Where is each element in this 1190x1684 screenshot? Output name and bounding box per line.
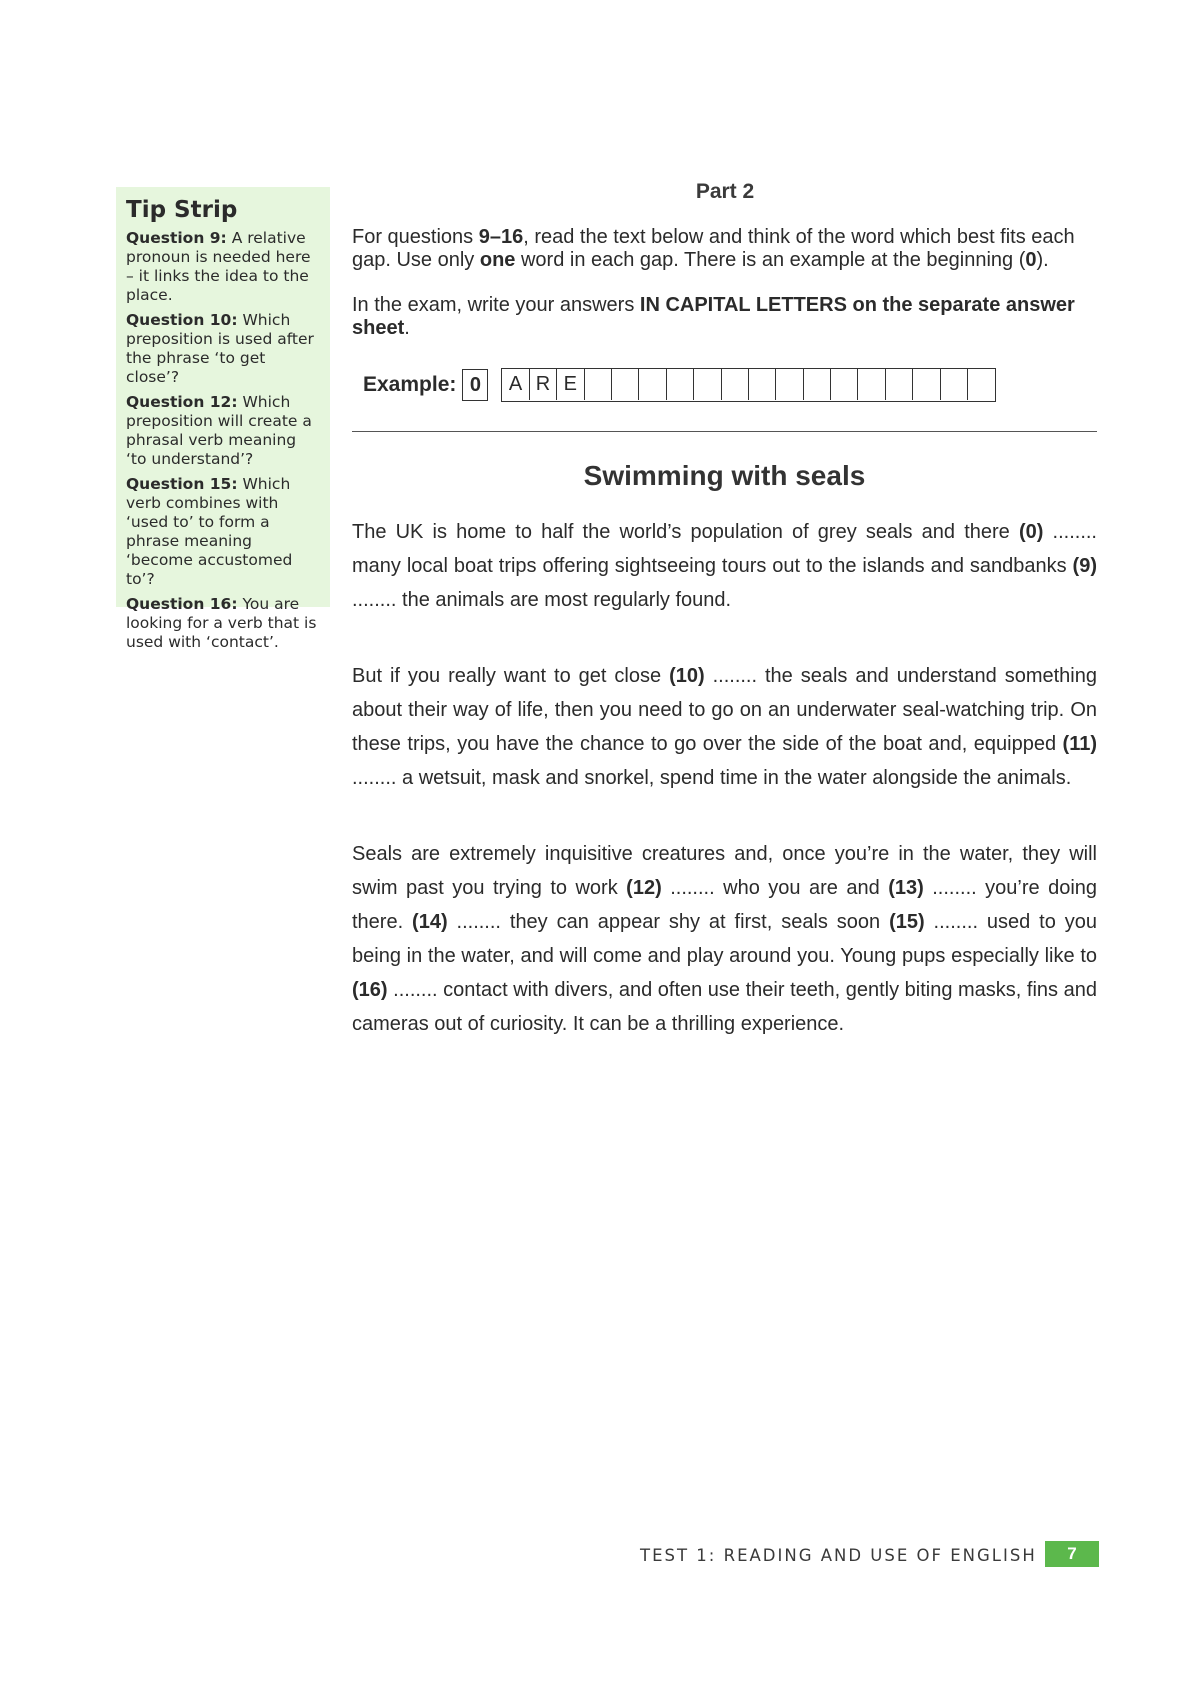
article-text: ........ who you are and: [661, 877, 889, 899]
answer-letter-box: [968, 369, 995, 400]
answer-letter-box: [941, 369, 968, 400]
answer-letter-box: [886, 369, 913, 400]
article-paragraph-3: [352, 837, 1097, 1041]
instruction-text: ).: [1036, 249, 1049, 271]
article-paragraph-2: [352, 659, 1097, 795]
instruction-emphasis: one: [479, 249, 516, 271]
article-text: The UK is home to half the world’s population of grey seals and there: [352, 521, 1019, 543]
divider-line: [352, 431, 1097, 432]
gap-number: (15): [889, 911, 925, 933]
tip-item: [126, 311, 320, 387]
footer-test-label: TEST 1: READING AND USE OF ENGLISH: [640, 1546, 1037, 1565]
tip-question-label: Question 12:: [126, 393, 238, 411]
example-label: Example:: [363, 373, 457, 396]
tip-text: A relative pronoun is needed here – it links the idea to the place.: [126, 229, 311, 304]
article-title: Swimming with seals: [583, 460, 866, 491]
instruction-text: word in each gap. There is an example at the beginning (: [515, 249, 1026, 271]
tip-item: [126, 229, 320, 305]
tip-question-label: Question 9:: [126, 229, 227, 247]
article-text: ........ the animals are most regularly found.: [352, 589, 732, 611]
answer-letter-boxes: [501, 368, 996, 402]
gap-number: (16): [352, 979, 388, 1001]
tip-text: Which verb combines with ‘used to’ to form a phrase meaning ‘become accustomed to’?: [126, 475, 293, 588]
gap-number: (11): [1062, 733, 1097, 755]
article-text: Seals are extremely inquisitive creatures and, once you’re in the water, they will swim past you trying to work: [352, 843, 1097, 899]
article-text: ........ a wetsuit, mask and snorkel, spend time in the water alongside the animals.: [352, 767, 1072, 789]
gap-number: (0): [1018, 521, 1044, 543]
tip-question-label: Question 15:: [126, 475, 238, 493]
article-text: ........ many local boat trips offering sightseeing tours out to the islands and sandbanks: [352, 521, 1097, 577]
answer-letter-box: [913, 369, 940, 400]
instructions-paragraph-2: [352, 294, 1097, 340]
article-paragraph-1: [352, 515, 1097, 617]
answer-letter-box: [639, 369, 666, 400]
instruction-text: In the exam, write your answers: [352, 294, 640, 316]
page-number-badge: 7: [1045, 1541, 1099, 1567]
tip-item: [126, 393, 320, 469]
gap-number: (12): [626, 877, 662, 899]
answer-letter-box: A: [502, 369, 529, 400]
tip-strip: [116, 187, 330, 651]
instructions-paragraph-1: [352, 226, 1097, 272]
article-text: ........ you’re doing there.: [352, 877, 1098, 933]
article-text: ........ they can appear shy at first, seals soon: [447, 911, 890, 933]
answer-letter-box: [694, 369, 721, 400]
instruction-text: For questions: [352, 226, 479, 248]
article-text: ........ used to you being in the water, and will come and play around you. Young pups especially like to: [352, 911, 1097, 967]
tip-item: [126, 475, 320, 589]
part-title: Part 2: [695, 180, 755, 203]
answer-letter-box: [667, 369, 694, 400]
answer-letter-box: [831, 369, 858, 400]
tip-strip-title: Tip Strip: [126, 197, 238, 223]
tip-question-label: Question 10:: [126, 311, 238, 329]
answer-letter-box: [612, 369, 639, 400]
answer-letter-box: [585, 369, 612, 400]
instruction-emphasis: IN CAPITAL LETTERS on the separate answer sheet: [352, 294, 1075, 339]
instruction-emphasis: 0: [1025, 249, 1037, 271]
article-text: But if you really want to get close: [352, 665, 670, 687]
article-text: ........ contact with divers, and often use their teeth, gently biting masks, fins and cameras out of curiosity. It can be a thrilling experience.: [352, 979, 1097, 1035]
answer-letter-box: [749, 369, 776, 400]
example-row: [363, 367, 996, 403]
tip-item: [126, 595, 320, 652]
answer-letter-box: [776, 369, 803, 400]
answer-letter-box: [858, 369, 885, 400]
answer-letter-box: [804, 369, 831, 400]
answer-letter-box: R: [530, 369, 557, 400]
instruction-text: .: [404, 317, 410, 339]
answer-letter-box: [722, 369, 749, 400]
tip-text: Which preposition is used after the phrase ‘to get close’?: [126, 311, 314, 386]
tip-question-label: Question 16:: [126, 595, 238, 613]
gap-number: (9): [1072, 555, 1097, 577]
instruction-text: , read the text below and think of the word which best fits each gap. Use only: [352, 226, 1075, 271]
example-number-box: 0: [462, 369, 488, 401]
gap-number: (14): [412, 911, 448, 933]
tip-text: You are looking for a verb that is used with ‘contact’.: [126, 595, 317, 651]
gap-number: (10): [669, 665, 705, 687]
question-range: 9–16: [478, 226, 524, 248]
answer-letter-box: E: [557, 369, 584, 400]
tip-text: Which preposition will create a phrasal verb meaning ‘to understand’?: [126, 393, 312, 468]
article-text: ........ the seals and understand something about their way of life, then you need to go on an underwater seal-watching trip. On these trips, you have the chance to go over the side of the boat and, equipped: [352, 665, 1097, 755]
gap-number: (13): [888, 877, 924, 899]
